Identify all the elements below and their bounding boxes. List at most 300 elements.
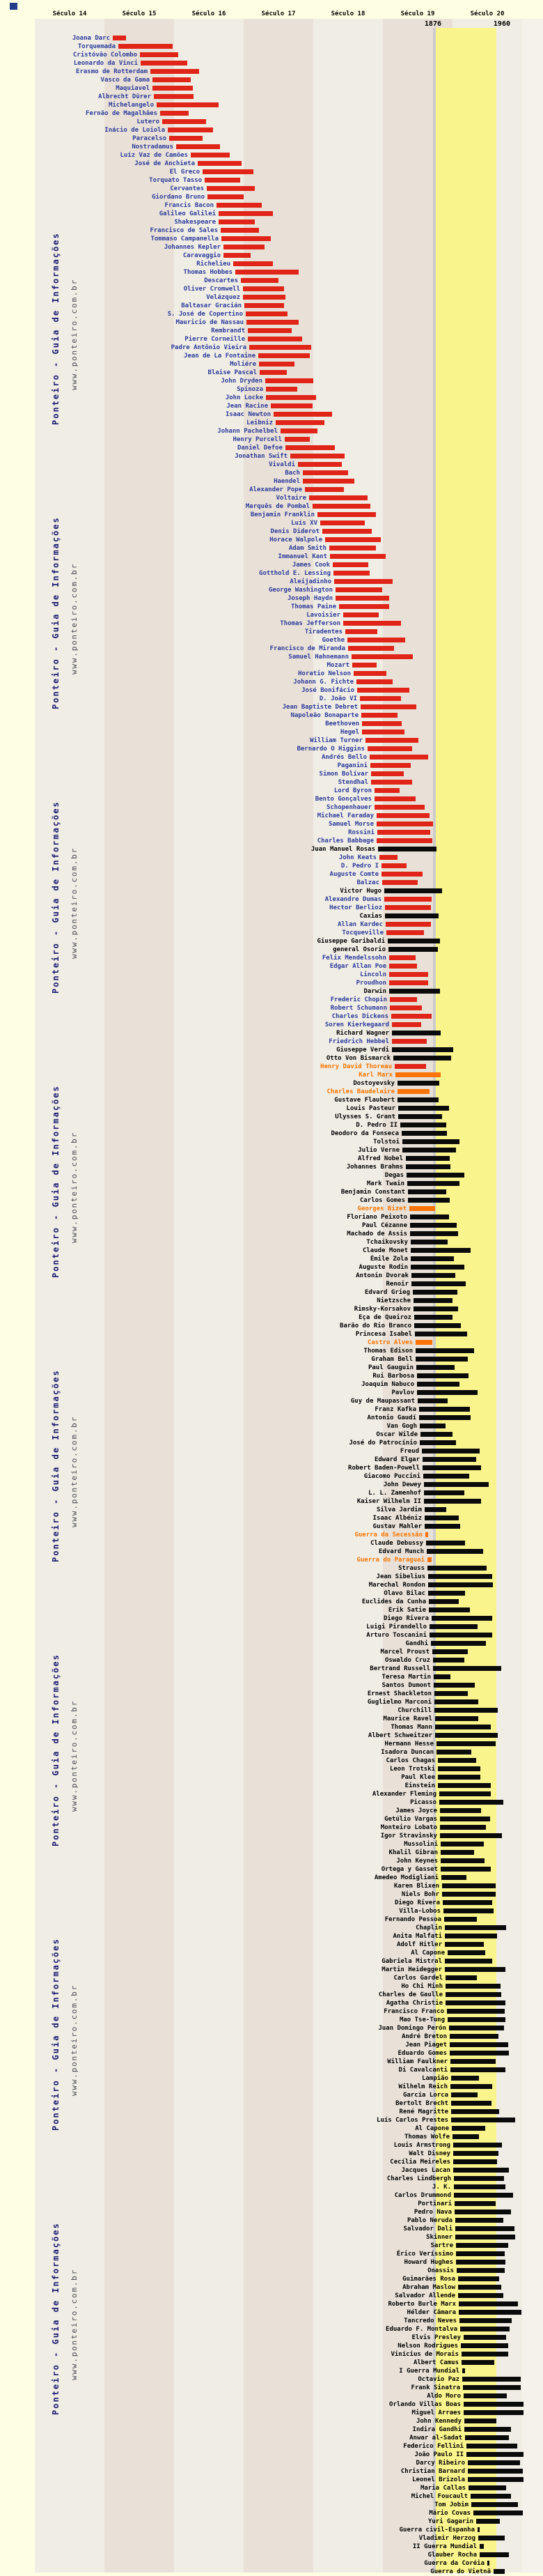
life-bar [392, 1039, 427, 1044]
person-name: Princesa Isabel [355, 1331, 412, 1338]
person-name: João Paulo II [414, 2451, 464, 2458]
sidebar-url-link[interactable]: www.ponteiro.com.br [70, 278, 79, 390]
person-name: Getúlio Vargas [384, 1816, 437, 1823]
century-label: Século 17 [261, 10, 296, 17]
timeline-row [0, 845, 543, 854]
life-bar [248, 337, 302, 341]
person-name: Jean Piaget [405, 2042, 447, 2049]
person-name: Albert Schweitzer [368, 1732, 432, 1739]
person-name: Érico Veríssimo [396, 2251, 453, 2258]
life-bar [451, 2118, 515, 2122]
timeline-row [0, 971, 543, 979]
timeline-row [0, 1865, 543, 1874]
life-bar [434, 1683, 475, 1688]
person-name: Anwar al-Sadat [409, 2435, 462, 2442]
timeline-row [0, 2116, 543, 2124]
sidebar-url-link[interactable]: www.ponteiro.com.br [70, 1415, 79, 1527]
life-bar [303, 479, 354, 484]
century-label: Século 19 [400, 10, 435, 17]
timeline-row [0, 762, 543, 770]
person-name: Stendhal [338, 779, 368, 786]
timeline-row [0, 1330, 543, 1339]
person-name: Jean Racine [226, 403, 268, 410]
timeline-row [0, 1171, 543, 1180]
timeline-row [0, 402, 543, 410]
person-name: Henry Purcell [233, 436, 282, 443]
life-bar [217, 203, 262, 208]
life-bar [281, 429, 317, 433]
life-bar [345, 629, 377, 634]
life-bar [446, 1984, 501, 1989]
timeline-row [0, 553, 543, 561]
person-name: Graham Bell [371, 1356, 413, 1363]
person-name: Henry David Thoreau [320, 1063, 392, 1070]
life-bar [243, 286, 284, 291]
life-bar [451, 2101, 491, 2106]
life-bar [402, 1148, 456, 1152]
life-bar [440, 1825, 486, 1830]
timeline-row [0, 2501, 543, 2509]
person-name: Moliére [230, 361, 256, 368]
life-bar [414, 1298, 452, 1303]
timeline-row [0, 828, 543, 837]
timeline-row [0, 1221, 543, 1230]
timeline-row [0, 1690, 543, 1698]
person-name: Tom Jobim [434, 2501, 469, 2508]
life-bar [411, 1273, 455, 1278]
life-bar [435, 1716, 478, 1721]
person-name: Maria Callas [420, 2485, 466, 2492]
timeline-row [0, 435, 543, 444]
life-bar [248, 328, 292, 333]
person-name: Thomas Edison [363, 1348, 413, 1355]
life-bar [417, 1382, 459, 1387]
person-name: Jean Sibelius [376, 1573, 425, 1580]
life-bar [444, 1917, 477, 1922]
life-bar [464, 2393, 507, 2398]
life-bar [381, 872, 423, 877]
person-name: Tommaso Campanella [150, 236, 219, 242]
life-bar [336, 596, 389, 601]
life-bar [246, 311, 288, 316]
timeline-row [0, 2250, 543, 2258]
life-bar [411, 1256, 454, 1261]
timeline-row [0, 987, 543, 996]
timeline-row [0, 1773, 543, 1782]
person-name: Caravaggio [182, 252, 221, 259]
person-name: Luíz Vaz de Camões [120, 152, 188, 159]
person-name: Alfred Nobel [357, 1155, 403, 1162]
person-name: Glauber Rocha [427, 2552, 477, 2559]
timeline-row [0, 954, 543, 962]
life-bar [246, 320, 299, 325]
life-bar [407, 1173, 464, 1178]
timeline-row [0, 2384, 543, 2392]
person-name: John Keats [338, 854, 377, 861]
person-name: Rossini [348, 829, 375, 836]
person-name: Lutero [136, 118, 159, 125]
person-name: Ernest Shackleton [367, 1690, 432, 1697]
person-name: James Cook [292, 562, 330, 569]
person-name: Giuseppe Verdi [336, 1047, 389, 1054]
person-name: Kaiser Wilhelm II [356, 1498, 421, 1505]
life-bar [154, 94, 194, 99]
person-name: Floriano Peixoto [347, 1214, 407, 1221]
person-name: Carlos Gardel [393, 1975, 443, 1982]
person-name: José Bonifácio [301, 687, 354, 694]
person-name: Gustave Flaubert [334, 1097, 395, 1104]
life-bar [426, 1541, 465, 1545]
life-bar [435, 1733, 498, 1738]
person-name: Mário Covas [429, 2510, 471, 2517]
timeline-row [0, 1815, 543, 1823]
sidebar-brand-text: Ponteiro - Guia de Informações [51, 232, 61, 425]
timeline-row [0, 1882, 543, 1890]
life-bar [317, 512, 376, 517]
life-bar [368, 746, 412, 751]
timeline-row [0, 645, 543, 653]
century-label: Século 18 [331, 10, 365, 17]
sidebar-url-link[interactable]: www.ponteiro.com.br [70, 847, 79, 959]
person-name: Skinner [426, 2234, 452, 2241]
person-name: Mark Twain [366, 1180, 404, 1187]
life-bar [468, 2477, 524, 2482]
timeline-row [0, 151, 543, 160]
timeline-row [0, 720, 543, 728]
person-name: Tiradentes [304, 628, 343, 635]
life-bar [433, 1658, 464, 1663]
person-name: Leonel Brizola [412, 2476, 465, 2483]
timeline-row [0, 1414, 543, 1422]
life-bar [430, 1633, 492, 1637]
person-name: Allan Kardec [337, 921, 383, 928]
life-bar [424, 1482, 489, 1487]
timeline-row [0, 2099, 543, 2108]
person-name: Antonin Dvorak [356, 1272, 409, 1279]
life-bar [450, 2067, 505, 2072]
timeline-row [0, 628, 543, 636]
person-name: Ho Chi Minh [401, 1983, 443, 1990]
sidebar-url-link[interactable]: www.ponteiro.com.br [70, 1984, 79, 2096]
timeline-row [0, 1021, 543, 1029]
life-bar [388, 947, 438, 952]
timeline-row [0, 2016, 543, 2024]
timeline-row [0, 1364, 543, 1372]
timeline-row [0, 2334, 543, 2342]
life-bar [427, 1557, 432, 1562]
life-bar [434, 1699, 478, 1704]
life-bar [274, 412, 332, 417]
timeline-row [0, 1573, 543, 1581]
timeline-row [0, 1949, 543, 1957]
life-bar [427, 1566, 487, 1571]
life-bar [157, 102, 219, 107]
life-bar [276, 420, 324, 425]
timeline-row [0, 201, 543, 210]
life-bar [424, 1490, 464, 1495]
timeline-row [0, 862, 543, 870]
sidebar-brand-text: Ponteiro - Guia de Informações [51, 801, 61, 994]
person-name: Carlos Chagas [386, 1757, 435, 1764]
person-name: Erasmo de Rotterdam [76, 68, 148, 75]
timeline-row [0, 2543, 543, 2551]
sidebar-url-link[interactable]: www.ponteiro.com.br [70, 2268, 79, 2380]
person-name: Paul Klee [401, 1774, 435, 1781]
person-name: Baltasar Gracián [181, 302, 242, 309]
life-bar [140, 52, 178, 57]
life-bar [381, 863, 407, 868]
life-bar [389, 972, 428, 977]
life-bar [447, 2009, 505, 2014]
timeline-row [0, 1405, 543, 1414]
timeline-row [0, 887, 543, 895]
person-name: Galileo Galilei [159, 210, 216, 217]
life-bar [439, 1791, 491, 1796]
timeline-row [0, 444, 543, 452]
person-name: Jean de La Fontaine [184, 353, 255, 360]
person-name: Picasso [410, 1799, 436, 1806]
person-name: Samuel Morse [328, 821, 374, 828]
life-bar [386, 922, 431, 927]
life-bar [392, 1031, 441, 1035]
life-bar [260, 370, 287, 375]
life-bar [450, 2084, 492, 2089]
timeline-row [0, 2559, 543, 2568]
timeline-row [0, 753, 543, 762]
person-name: Luigi Pirandello [366, 1624, 427, 1630]
timeline-row [0, 2375, 543, 2384]
timeline-row [0, 728, 543, 736]
life-bar [429, 1607, 470, 1612]
life-bar [339, 604, 389, 609]
timeline-row [0, 2267, 543, 2275]
timeline-row [0, 1648, 543, 1656]
timeline-row [0, 1857, 543, 1865]
life-bar [456, 2260, 505, 2265]
timeline-row [0, 235, 543, 243]
timeline-row [0, 419, 543, 427]
person-name: Guglielmo Marconi [367, 1699, 432, 1706]
person-name: Luís Carlos Prestes [377, 2117, 448, 2124]
timeline-row [0, 611, 543, 619]
person-name: Descartes [204, 277, 238, 284]
timeline-row [0, 2283, 543, 2292]
life-bar [471, 2494, 511, 2499]
life-bar [464, 2335, 506, 2340]
sidebar-url-link[interactable]: www.ponteiro.com.br [70, 1131, 79, 1243]
person-name: Tancredo Neves [404, 2317, 457, 2324]
person-name: Isaac Newton [225, 411, 271, 418]
life-bar [378, 847, 436, 851]
timeline-row [0, 1213, 543, 1221]
life-bar [205, 178, 240, 183]
timeline-row [0, 101, 543, 109]
life-bar [320, 520, 365, 525]
person-name: Maurice Ravel [383, 1715, 432, 1722]
timeline-row [0, 1138, 543, 1146]
life-bar [362, 730, 404, 734]
timeline-row [0, 1506, 543, 1514]
timeline-row [0, 369, 543, 377]
sidebar-brand-text: Ponteiro - Guia de Informações [51, 516, 61, 709]
person-name: Santos Dumont [381, 1682, 431, 1689]
life-bar [453, 2159, 497, 2164]
timeline-row [0, 1372, 543, 1380]
timeline-row [0, 452, 543, 461]
person-name: Thomas Mann [391, 1724, 432, 1731]
person-name: Hélder Câmara [407, 2309, 456, 2316]
timeline-row [0, 1790, 543, 1798]
life-bar [414, 1306, 458, 1311]
timeline-row [0, 461, 543, 469]
person-name: Friedrich Hebbel [329, 1038, 389, 1045]
timeline-row [0, 1623, 543, 1631]
person-name: Yuri Gagarin [427, 2518, 473, 2525]
person-name: Auguste Comte [329, 871, 379, 878]
timeline-row [0, 2191, 543, 2200]
person-name: Johannes Brahms [346, 1164, 403, 1171]
person-name: René Magritte [399, 2108, 448, 2115]
sidebar-url-link[interactable]: www.ponteiro.com.br [70, 1699, 79, 1812]
life-bar [428, 1591, 465, 1596]
person-name: Eduardo F. Montalva [386, 2326, 457, 2333]
life-bar [455, 2235, 515, 2239]
life-bar [453, 2168, 509, 2173]
life-bar [442, 1883, 496, 1888]
person-name: Robert Schumann [330, 1005, 387, 1012]
timeline-row [0, 1339, 543, 1347]
life-bar [395, 1064, 426, 1069]
person-name: Portinari [418, 2200, 452, 2207]
century-label: Século 14 [52, 10, 87, 17]
timeline-row [0, 1180, 543, 1188]
life-bar [223, 253, 251, 258]
person-name: Barão do Rio Branco [340, 1322, 411, 1329]
person-name: Alexander Pope [249, 486, 302, 493]
life-bar [352, 654, 413, 659]
timeline-row [0, 536, 543, 544]
timeline-row [0, 578, 543, 586]
person-name: Cristóvão Colombo [72, 52, 137, 59]
life-bar [462, 2360, 494, 2365]
life-bar [336, 587, 382, 592]
timeline-row [0, 2534, 543, 2543]
person-name: Vivaldi [269, 461, 295, 468]
person-name: Pablo Neruda [407, 2217, 452, 2224]
person-name: Howard Hughes [404, 2259, 453, 2266]
timeline-row [0, 1765, 543, 1773]
timeline-row [0, 1113, 543, 1121]
person-name: Khalil Gibran [388, 1849, 438, 1856]
timeline-row [0, 185, 543, 193]
life-bar [377, 822, 433, 826]
life-bar [445, 1967, 505, 1972]
timeline-row [0, 2233, 543, 2242]
life-bar [414, 1323, 461, 1328]
timeline-row [0, 1481, 543, 1489]
life-bar [266, 387, 297, 392]
person-name: Guy de Maupassant [350, 1398, 415, 1405]
person-name: Napoleão Bonaparte [290, 712, 359, 719]
person-name: Spinoza [237, 386, 263, 393]
life-bar [480, 2552, 509, 2557]
person-name: Giuseppe Garibaldi [317, 938, 385, 945]
life-bar [446, 1992, 501, 1997]
timeline-row [0, 2275, 543, 2283]
person-name: El Greco [169, 169, 200, 176]
timeline-row [0, 2359, 543, 2367]
timeline-row [0, 285, 543, 293]
person-name: Marcel Proust [380, 1649, 430, 1656]
timeline-row [0, 68, 543, 76]
life-bar [466, 2444, 517, 2448]
life-bar [168, 128, 213, 132]
timeline-row [0, 2166, 543, 2175]
life-bar [454, 2184, 505, 2189]
life-bar [436, 1750, 471, 1754]
life-bar [451, 2109, 499, 2114]
person-name: Bach [285, 470, 300, 477]
timeline-row [0, 1589, 543, 1598]
life-bar [423, 1474, 469, 1479]
person-name: Paracelso [132, 135, 166, 142]
person-name: George Washington [268, 587, 333, 594]
life-bar [462, 2368, 465, 2373]
life-bar [427, 1549, 483, 1554]
sidebar-url-link[interactable]: www.ponteiro.com.br [70, 562, 79, 674]
person-name: Tocqueville [342, 930, 384, 936]
life-bar [455, 2201, 496, 2206]
person-name: Lampião [422, 2075, 448, 2082]
life-bar [461, 2343, 508, 2348]
person-name: Franz Kafka [375, 1406, 416, 1413]
life-bar [440, 1833, 502, 1838]
life-bar [471, 2502, 518, 2507]
life-bar [451, 2092, 478, 2097]
life-bar [388, 939, 440, 943]
life-bar [434, 1708, 498, 1713]
person-name: Inácio de Loiola [104, 127, 165, 134]
person-name: Hermann Hesse [384, 1741, 434, 1748]
life-bar [458, 2285, 501, 2290]
life-bar [390, 997, 417, 1002]
timeline-row [0, 603, 543, 611]
life-bar [371, 780, 412, 785]
life-bar [411, 1265, 464, 1270]
timeline-row [0, 686, 543, 695]
timeline-row [0, 1280, 543, 1288]
life-bar [450, 2051, 509, 2056]
person-name: Silva Jardim [376, 1506, 422, 1513]
person-name: John Keynes [396, 1858, 438, 1865]
timeline-row [0, 1924, 543, 1932]
person-name: Beethoven [325, 720, 359, 727]
life-bar [446, 2000, 505, 2005]
person-name: Victor Hugo [340, 888, 381, 895]
person-name: Guerra do Vietnã [430, 2568, 491, 2575]
life-bar [370, 755, 428, 759]
person-name: Ortega y Gasset [381, 1866, 438, 1873]
person-name: Agatha Christie [386, 2000, 443, 2007]
timeline-row [0, 1564, 543, 1573]
timeline-row [0, 327, 543, 335]
timeline-row [0, 1522, 543, 1531]
life-bar [377, 830, 430, 835]
life-bar [221, 228, 259, 233]
timeline-row [0, 1272, 543, 1280]
timeline-row [0, 1514, 543, 1522]
person-name: Machado de Assis [347, 1231, 407, 1237]
